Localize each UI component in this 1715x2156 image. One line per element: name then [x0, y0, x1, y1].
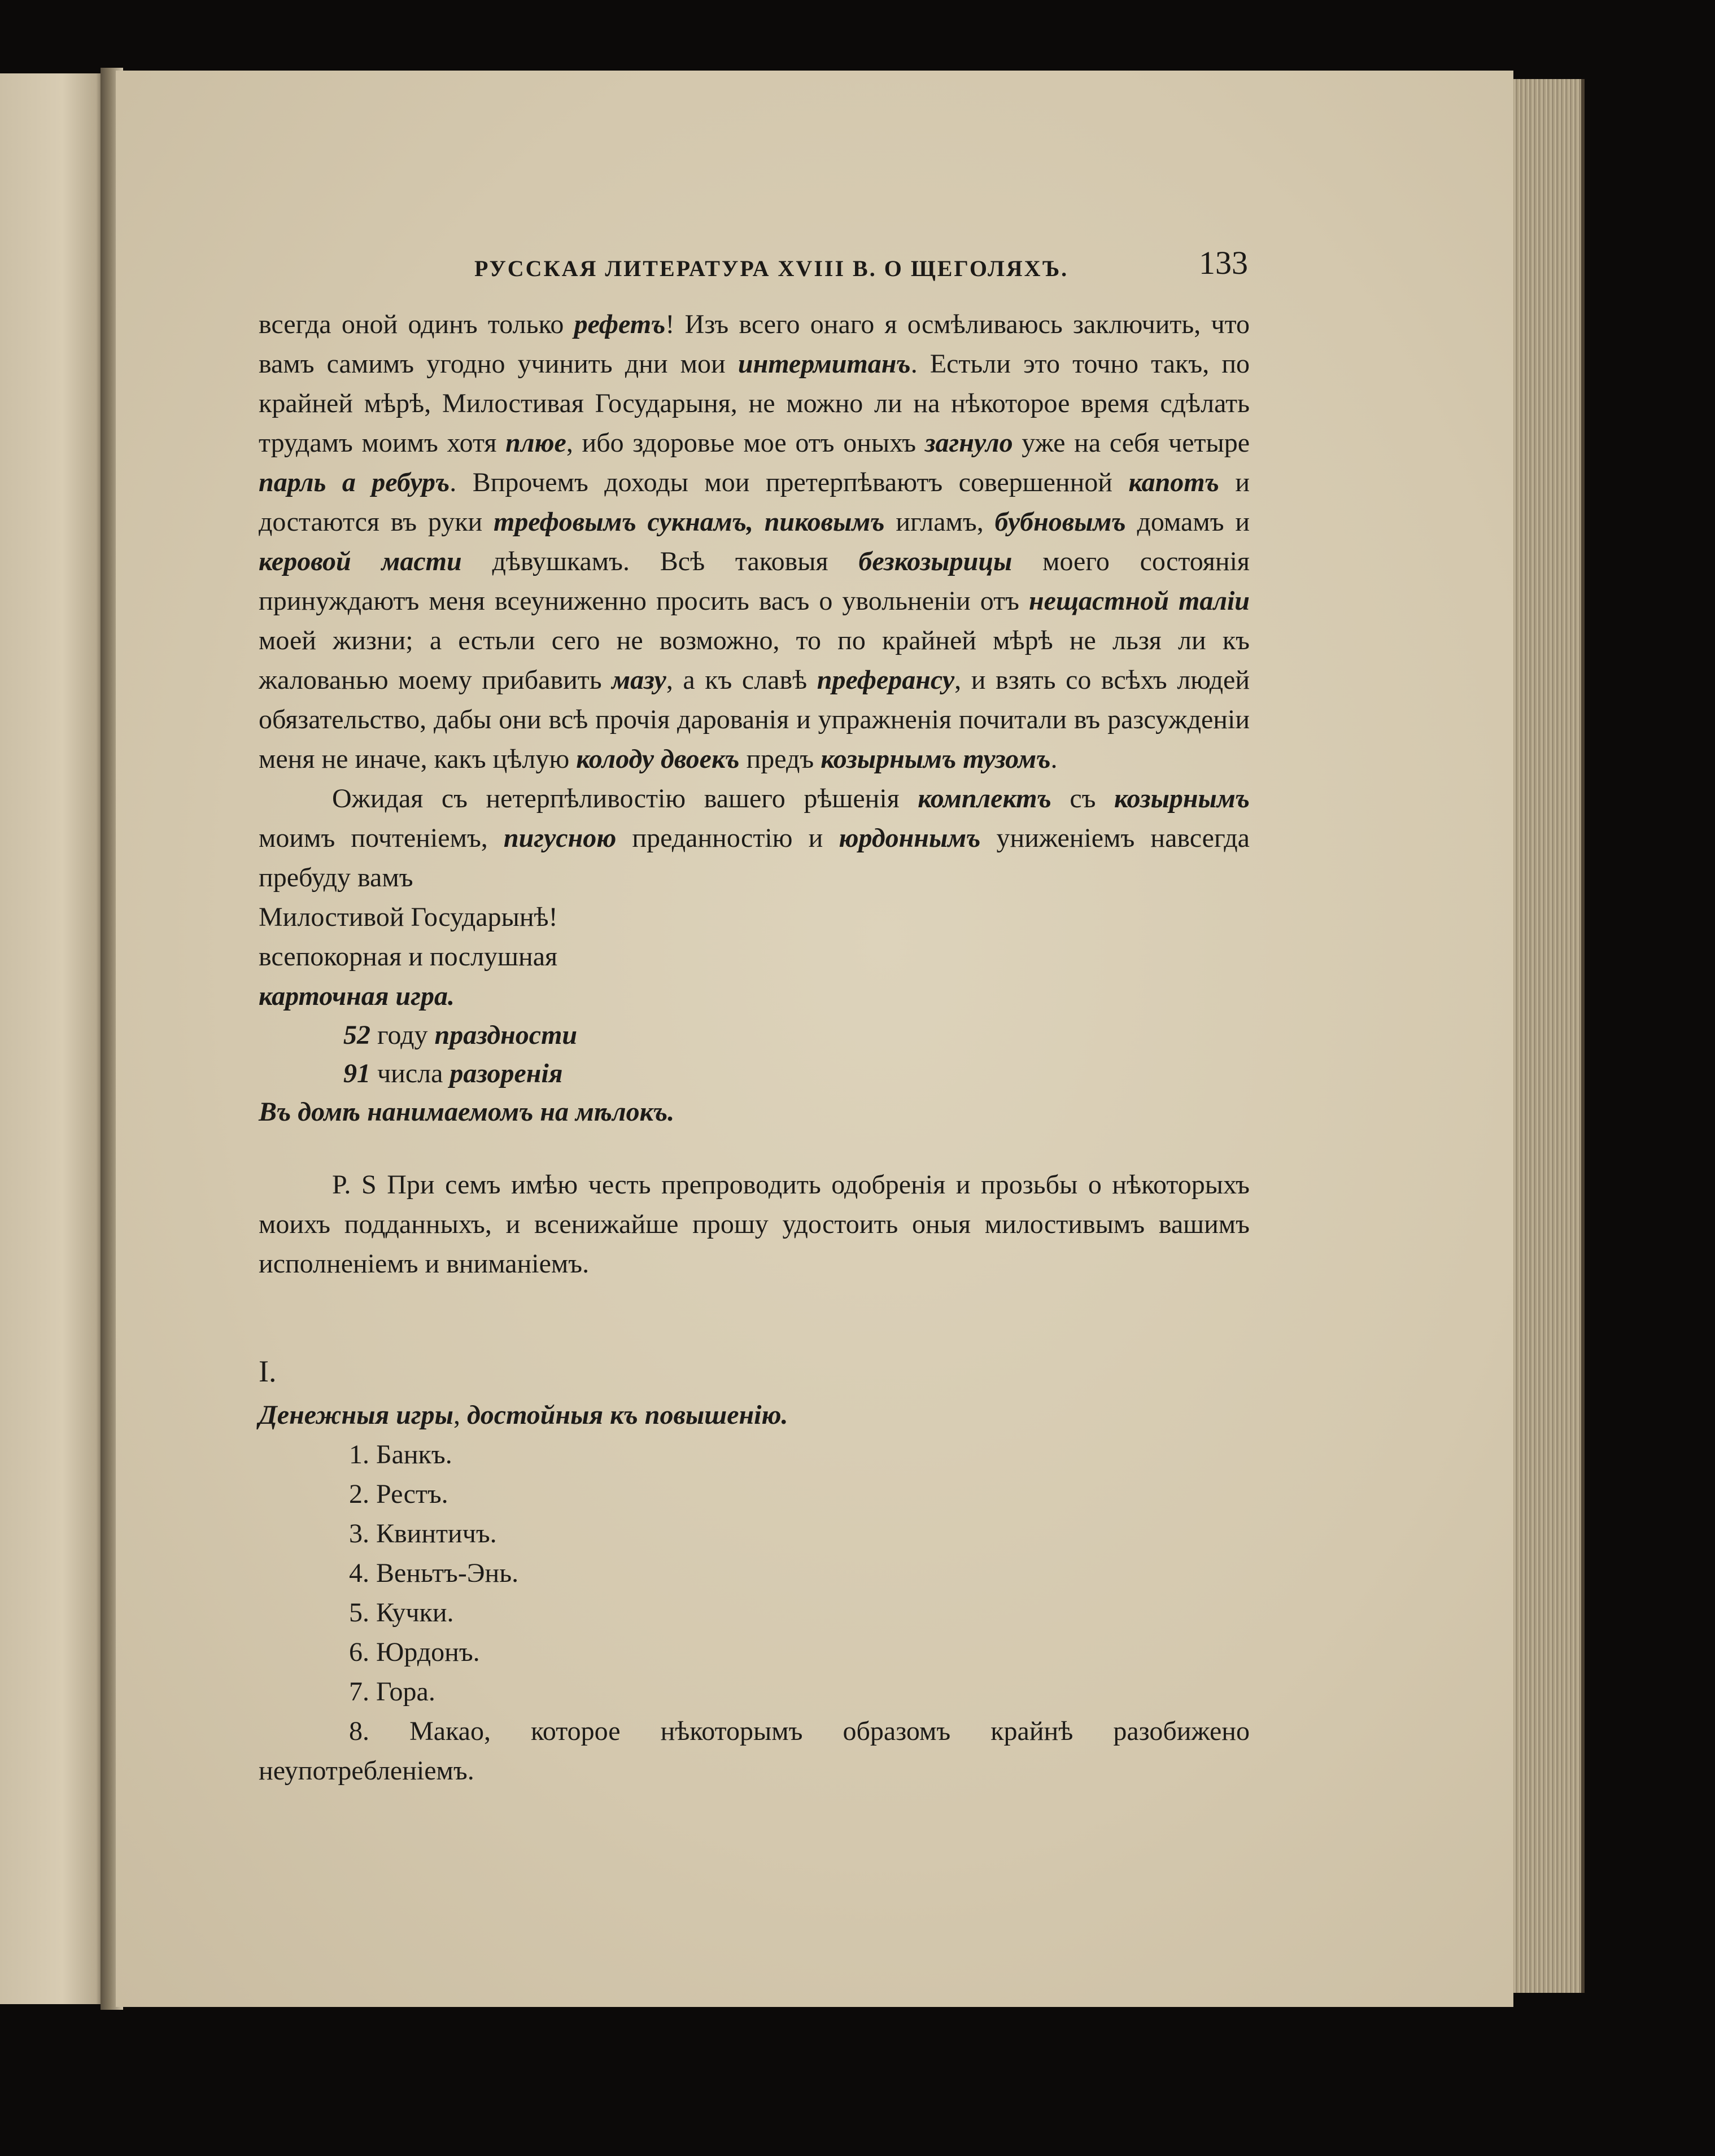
text-run: преданностію и — [616, 823, 839, 853]
italic-term: керовой масти — [259, 546, 462, 576]
section-title — [259, 1396, 1250, 1435]
paragraph-1 — [259, 305, 1250, 779]
text-run: игламъ, — [884, 507, 995, 537]
paragraph-2 — [259, 779, 1250, 898]
text-run: , а къ славѣ — [666, 665, 817, 695]
italic-term: разоренія — [450, 1059, 563, 1088]
list-item: 4. Веньтъ-Энь. — [349, 1558, 519, 1588]
list-item: 3. Квинтичъ. — [349, 1519, 497, 1549]
list-item: 2. Рестъ. — [349, 1479, 448, 1509]
text-run: и достаются въ руки — [259, 467, 1250, 537]
italic-term: колоду двоекъ — [576, 744, 740, 774]
italic-term: достойныя къ повышенію. — [466, 1400, 788, 1430]
text-run: , — [453, 1400, 467, 1430]
italic-term: 91 — [343, 1059, 370, 1088]
italic-term: плюе — [505, 428, 566, 458]
italic-term: комплектъ — [918, 784, 1051, 814]
running-head: РУССКАЯ ЛИТЕРАТУРА XVIII В. О ЩЕГОЛЯХЪ. — [474, 256, 1069, 281]
list-item: 5. Кучки. — [349, 1598, 454, 1628]
text-run: , и взять со всѣхъ людей обязательство, дабы они всѣ прочія дарованія и упражненія почитали въ разсужденіи меня не иначе, какъ цѣлую — [259, 665, 1250, 774]
list-item: 6. Юрдонъ. — [349, 1637, 480, 1667]
text-run: уже на себя четыре — [1013, 428, 1250, 458]
left-page-edge — [0, 73, 104, 2004]
games-list — [259, 1435, 1250, 1791]
italic-term: нещастной таліи — [1029, 586, 1250, 616]
italic-term: трефовымъ сукнамъ, пиковымъ — [494, 507, 885, 537]
salutation: Милостивой Государынѣ! — [259, 902, 558, 932]
list-item: 8. Макао, которое нѣкоторымъ образомъ крайнѣ разобижено неупотребленіемъ. — [259, 1716, 1250, 1786]
text-run: Ожидая съ нетерпѣливостію вашего рѣшенія — [332, 784, 918, 814]
text-block — [259, 305, 1250, 1791]
italic-term: преферансу — [817, 665, 955, 695]
text-run: ! Изъ всего онаго я осмѣливаюсь заключить, что вамъ самимъ угодно учинить дни мои — [259, 309, 1250, 379]
page-block-edges — [1513, 79, 1585, 1993]
italic-term: козырнымъ — [1114, 784, 1250, 814]
text-run: моей жизни; а естьли сего не возможно, то по крайней мѣрѣ не льзя ли къ жалованью моему прибавить — [259, 626, 1250, 695]
italic-term: пигусною — [503, 823, 617, 853]
text-run: съ — [1051, 784, 1114, 814]
text-run: числа — [370, 1059, 450, 1088]
italic-term: рефетъ — [574, 309, 666, 339]
italic-term: юрдоннымъ — [839, 823, 981, 853]
signature-line-1: всепокорная и послушная — [259, 942, 558, 972]
italic-term: мазу — [612, 665, 666, 695]
italic-term: безкозырицы — [858, 546, 1013, 576]
dateline-2 — [259, 1055, 1250, 1093]
text-run: моимъ почтеніемъ, — [259, 823, 504, 853]
italic-term: 52 — [343, 1020, 370, 1050]
signature-line-2: карточная игра. — [259, 981, 455, 1011]
list-item: 1. Банкъ. — [349, 1440, 452, 1470]
italic-term: загнуло — [924, 428, 1013, 458]
text-run: . — [1050, 744, 1058, 774]
italic-term: козырнымъ тузомъ — [821, 744, 1051, 774]
postscript: P. S При семъ имѣю честь препроводить одобренія и прозьбы о нѣкоторыхъ моихъ подданныхъ, и всенижайше прошу удостоить оныя милостивымъ вашимъ исполненіемъ и вниманіемъ. — [259, 1170, 1250, 1279]
italic-term: капотъ — [1128, 467, 1219, 497]
section-number: I. — [259, 1354, 277, 1388]
text-run: домамъ и — [1125, 507, 1250, 537]
text-run: , ибо здоровье мое отъ оныхъ — [566, 428, 925, 458]
list-item: 7. Гора. — [349, 1677, 435, 1707]
italic-term: Въ домѣ нанимаемомъ на мѣлокъ. — [259, 1097, 675, 1127]
dateline-1 — [259, 1016, 1250, 1055]
page-number: 133 — [1199, 244, 1248, 281]
text-run: предъ — [739, 744, 821, 774]
italic-term: парль а ребуръ — [259, 467, 450, 497]
text-run: дѣвушкамъ. Всѣ таковыя — [461, 546, 859, 576]
text-run: всегда оной одинъ только — [259, 309, 574, 339]
italic-term: интермитанъ — [738, 349, 911, 379]
italic-term: праздности — [434, 1020, 578, 1050]
italic-term: Денежныя игры — [259, 1400, 453, 1430]
text-run: . Естьли это точно такъ, по крайней мѣрѣ, Милостивая Государыня, не можно ли на нѣкоторое время сдѣлать трудамъ моимъ хотя — [259, 349, 1250, 458]
text-run: униженіемъ навсегда пребуду вамъ — [259, 823, 1250, 893]
text-run: . Впрочемъ доходы мои претерпѣваютъ совершенной — [450, 467, 1129, 497]
dateline-3 — [259, 1093, 1250, 1131]
text-run: моего состоянія принуждаютъ меня всеуниженно просить васъ о увольненіи отъ — [259, 546, 1250, 616]
text-run: году — [370, 1020, 435, 1050]
italic-term: бубновымъ — [994, 507, 1126, 537]
page-header — [260, 244, 1248, 289]
